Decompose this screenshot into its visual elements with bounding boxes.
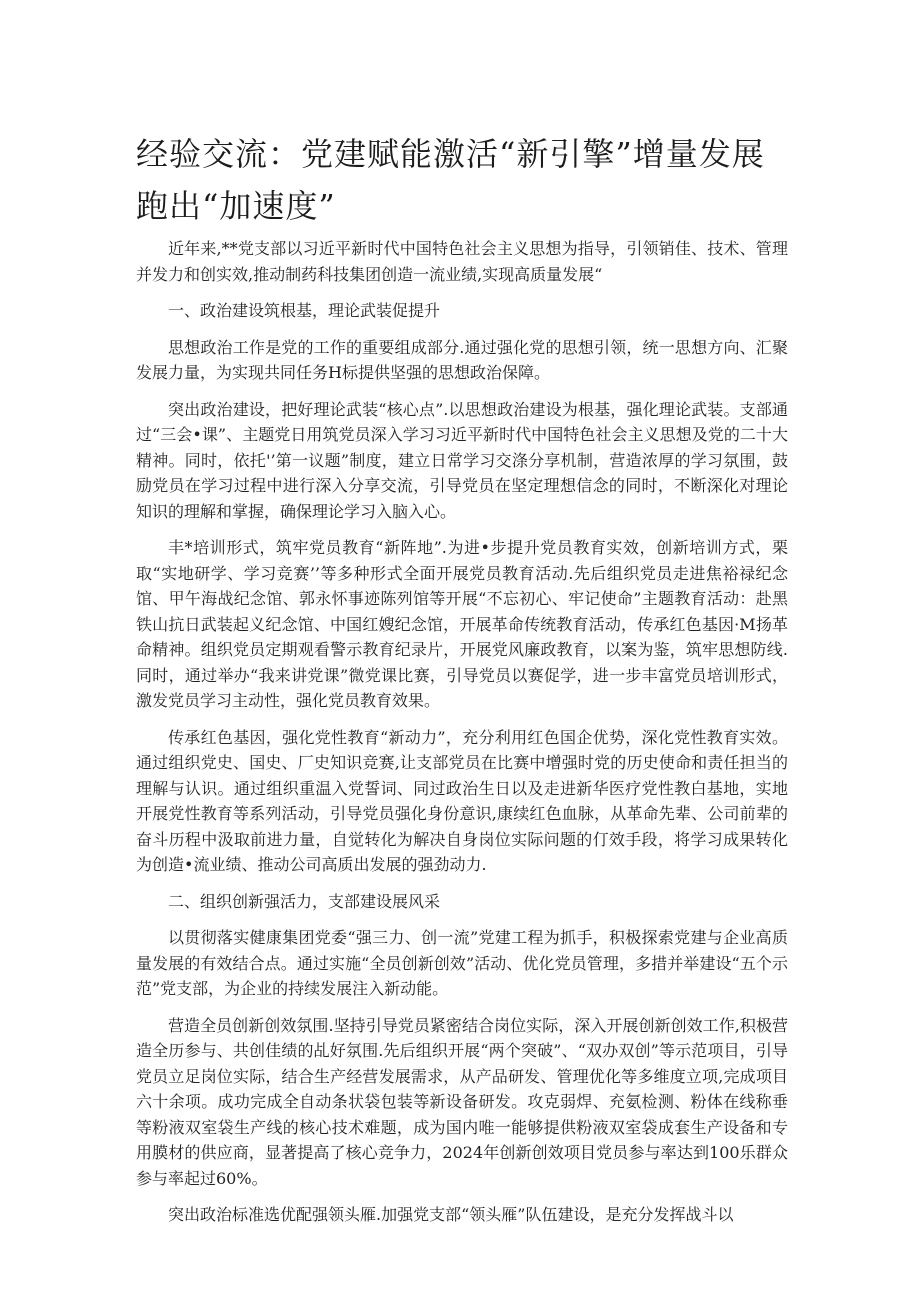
body-paragraph: 突出政治标准选优配强领头雁.加强党支部“领头雁”队伍建设，是充分发挥战斗以	[168, 1205, 734, 1224]
body-paragraph: 思想政治工作是党的工作的重要组成部分.通过强化党的思想引领，统一思想方向、汇聚发展力量，为实现共同任务H标提供坚强的思想政治保障。	[136, 337, 788, 382]
section-heading: 二、组织创新强活力，支部建设展风采	[168, 891, 441, 911]
body-paragraph: 营造全员创新创效氛围.坚持引导党员紧密结合岗位实际，深入开展创新创效工作,积极营造全历参与、共创佳绩的乩好氛围.先后组织开展“两个突破”、“双办双创”等示范项目，引导党员立足岗位实际，结合生产经营发展需求，从产品研发、管理优化等多维度立项,完成项目六十余项。成功完成全自动条状袋包装等新设备研发。攻克弱焊、充氨检测、粉体在线称垂等粉液双室袋生产线的核心技术难题，成为国内唯一能够提供粉液双室袋成套生产设备和专用膜材的供应商，显著提高了核心竞争力，2024年创新创效项目党员参与率达到100乐群众参与率起过60%。	[136, 1015, 788, 1188]
body-paragraph: 突出政治建设，把好理论武装“核心点”.以思想政治建设为根基，强化理论武装。支部通过“三会•课”、主题党日用筑党员深入学习习近平新时代中国特色社会主义思想及党的二十大精神。同时，依托'’第一议题”制度，建立日常学习交涤分享机制，营造浓厚的学习氛围，鼓励党员在学习过程中进行深入分享交流，引导党员在坚定理想信念的同时，不断深化对理论知识的理解和掌握，确保理论学习入脑入心。	[136, 399, 788, 521]
body-paragraph: 丰*培训形式，筑牢党员教育“新阵地”.为进•步提升党员教育实效，创新培训方式，栗取“实地研学、学习竞赛’’等多种形式全面开展党员教育活动.先后组织党员走进焦裕禄纪念馆、甲午海战纪念馆、郭永怀事迹陈列馆等开展“不忘初心、牢记使命”主题教育活动：赴黑铁山抗日武装起义纪念馆、中国红嫂纪念馆，开展革命传统教育活动，传承红色基因·M扬革命精神。组织党员定期观看警示教育纪录片，开展党风廉政教育，以案为鉴，筑牢思想防线.同时，通过举办“我来讲党课”微党课比赛，引导党员以赛促学，进一步丰富党员培训形式，激发党员学习主动性，强化党员教育效果。	[136, 538, 788, 710]
section-heading: 一、政治建设筑根基，理论武装促提升	[168, 301, 441, 320]
body-paragraph: 传承红色基因，强化党性教育“新动力”，充分利用红色国企优势，深化党性教育实效。通过组织党史、国史、厂史知识竞赛,让支部党员在比赛中增强时党的历史使命和责任担当的理解与认识。通过组织重温入党誓词、同过政治生日以及走进新华医疗党性教白基地，实地开展党性教育等系列活动，引导党员强化身份意识,康续红色血脉，从革命先辈、公司前辈的奋斗历程中汲取前进力量，自觉转化为解决自身岗位实际问题的仃效手段，将学习成果转化为创造•流业绩、推动公司高质出发展的强劲动力.	[136, 727, 788, 874]
document-body	[136, 236, 788, 1239]
body-paragraph: 近年来,**党支部以习近平新时代中国特色社会主义思想为指导，引领销佳、技术、管理并发力和创实效,推动制药科技集团创造一流业绩,实现高质量发展“	[136, 239, 788, 284]
body-paragraph: 以贯彻落实健康集团党委“强三力、创一流”党建工程为抓手，积极探索党建与企业高质量发展的有效结合点。通过实施“全员创新创效”活动、优化党员管理，多措并举建设“五个示范”党支部，为企业的持续发展注入新动能。	[136, 928, 788, 998]
document-title: 经验交流：党建赋能激活“新引擎”增量发展跑出“加速度”	[136, 135, 765, 225]
